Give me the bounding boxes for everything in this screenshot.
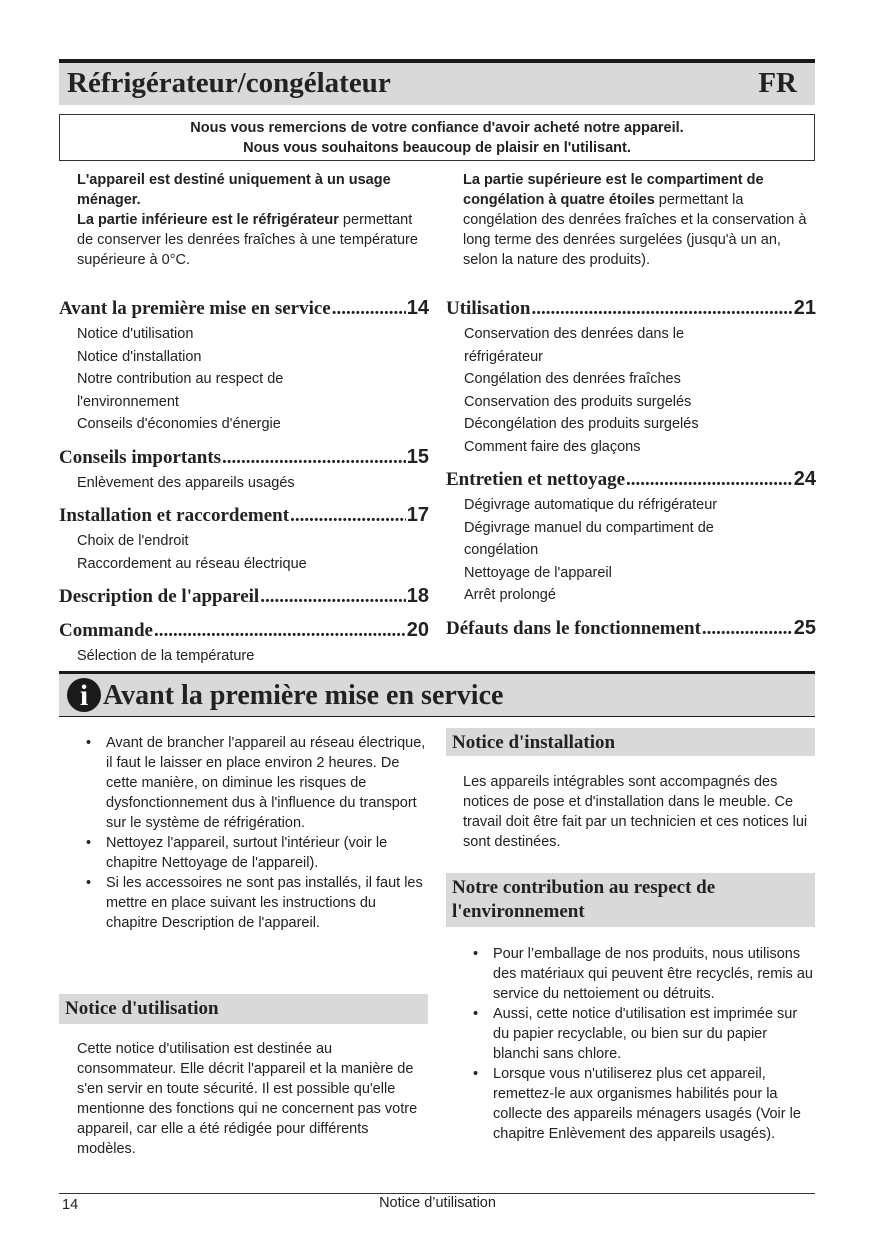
toc-left xyxy=(59,297,429,678)
toc-subitem: Arrêt prolongé xyxy=(464,587,556,603)
intro-left-bold-2: La partie inférieure est le réfrigérateur xyxy=(77,212,339,228)
toc-entry[interactable] xyxy=(59,446,429,472)
toc-subitem: l'environnement xyxy=(77,393,179,410)
environnement-heading: Notre contribution au respect de l'environnement xyxy=(446,873,815,927)
toc-entry-title: Description de l'appareil xyxy=(59,586,260,607)
toc-subitems xyxy=(446,323,816,458)
toc-entry-page: 18 xyxy=(406,585,429,607)
language-code: FR xyxy=(758,67,797,99)
intro-right xyxy=(463,170,808,270)
toc-entry-page: 21 xyxy=(793,297,816,319)
intro-left-text: permettant de conserver les denrées fraîches à une température supérieure à 0°C. xyxy=(77,212,418,268)
toc-subitem: Enlèvement des appareils usagés xyxy=(77,474,295,491)
toc-entry-page: 14 xyxy=(406,297,429,319)
toc-entry-title: Défauts dans le fonctionnement xyxy=(446,617,701,639)
toc-entry[interactable] xyxy=(59,297,429,323)
toc-subitem: Choix de l'endroit xyxy=(77,533,189,549)
toc-entry-page: 20 xyxy=(406,619,429,641)
toc-entry-title: Installation et raccordement xyxy=(59,505,290,526)
toc-entry-page: 15 xyxy=(406,445,429,468)
toc-entry[interactable] xyxy=(59,585,429,611)
toc-subitem: Conservation des denrées dans le xyxy=(464,326,685,342)
page-number: 14 xyxy=(62,1197,79,1213)
toc-entry-title: Avant la première mise en service xyxy=(59,298,331,319)
toc-subitem: Nettoyage de l'appareil xyxy=(464,564,612,581)
intro-right-text: permettant la congélation des denrées fraîches et la conservation à long terme des denrées surgelées (jusqu'à un an, selon la nature des produits). xyxy=(463,192,807,268)
toc-subitem: Dégivrage automatique du réfrigérateur xyxy=(464,497,718,513)
bullet-item: • Aussi, cette notice d'utilisation est imprimée sur du papier recyclable, ou bien sur du papier blanchi sans chlore. xyxy=(467,1004,817,1064)
bullet-item: • Si les accessoires ne sont pas installés, il faut les mettre en place suivant les instructions du chapitre Description de l'appareil. xyxy=(80,873,430,933)
bullet-item: • Nettoyez l'appareil, surtout l'intérieur (voir le chapitre Nettoyage de l'appareil). xyxy=(80,833,430,873)
toc-entry-title: Utilisation xyxy=(446,298,531,319)
toc-subitems xyxy=(59,323,429,436)
section-title: Avant la première mise en service xyxy=(103,680,504,711)
toc-entry[interactable] xyxy=(59,619,429,645)
toc-subitems xyxy=(446,494,816,607)
toc-subitem: Décongélation des produits surgelés xyxy=(464,416,699,432)
page-title: Réfrigérateur/congélateur xyxy=(67,67,391,99)
thanks-line-2: Nous vous souhaitons beaucoup de plaisir en l'utilisant. xyxy=(243,140,631,156)
toc-subitem: réfrigérateur xyxy=(464,348,543,365)
toc-entry-page: 17 xyxy=(406,504,429,526)
notice-utilisation-heading: Notice d'utilisation xyxy=(59,994,428,1024)
toc-subitem: Raccordement au réseau électrique xyxy=(77,555,307,572)
section-header-bar xyxy=(59,671,815,717)
thanks-line-1: Nous vous remercions de votre confiance d'avoir acheté notre appareil. xyxy=(190,120,684,136)
toc-subitems xyxy=(59,530,429,575)
toc-entry-title: Commande xyxy=(59,620,153,641)
toc-subitem: congélation xyxy=(464,542,539,558)
toc-entry[interactable] xyxy=(446,468,816,494)
toc-entry[interactable] xyxy=(446,617,816,643)
toc-subitem: Notice d'installation xyxy=(77,348,202,365)
bullet-item: • Avant de brancher l'appareil au réseau électrique, il faut le laisser en place environ 2 heures. De cette manière, on diminue les risques de dysfonctionnement dus à l'influence du transport sur le système de réfrigération. xyxy=(80,733,430,833)
toc-subitem: Congélation des denrées fraîches xyxy=(464,371,681,387)
toc-entry[interactable] xyxy=(446,297,816,323)
toc-subitem: Conseils d'économies d'énergie xyxy=(77,416,281,432)
bullet-item: • Pour l’emballage de nos produits, nous utilisons des matériaux qui peuvent être recyclés, remis au service du nettoiement ou détruits. xyxy=(467,944,817,1004)
toc-subitem: Comment faire des glaçons xyxy=(464,438,641,455)
toc-subitem: Sélection de la température xyxy=(77,648,255,664)
intro-left-bold-1: L'appareil est destiné uniquement à un usage ménager. xyxy=(77,172,391,208)
header-bar xyxy=(59,59,815,105)
notice-installation-text: Les appareils intégrables sont accompagnés des notices de pose et d'installation dans le meuble. Ce travail doit être fait par un technicien et ces notices lui sont destinées. xyxy=(463,774,808,850)
intro-left xyxy=(77,170,432,270)
bullet-item: • Lorsque vous n'utiliserez plus cet appareil, remettez-le aux organismes habilités pour la collecte des appareils ménagers usagés (Voir le chapitre Enlèvement des appareils usagés). xyxy=(467,1064,817,1144)
toc-subitem: Notice d'utilisation xyxy=(77,326,194,342)
toc-subitem: Dégivrage manuel du compartiment de xyxy=(464,519,714,536)
toc-subitem: Notre contribution au respect de xyxy=(77,371,284,387)
toc-right xyxy=(446,297,816,643)
toc-entry[interactable] xyxy=(59,504,429,530)
toc-subitems xyxy=(59,472,429,495)
toc-subitems xyxy=(59,645,429,668)
thanks-box xyxy=(59,114,815,161)
notice-utilisation-text: Cette notice d'utilisation est destinée au consommateur. Elle décrit l'appareil et la manière de s'en servir en toute sécurité. Il est possible qu'elle mentionne des fonctions qui ne concernent pas votre appareil, car elle a été rédigée pour différents modèles. xyxy=(77,1041,418,1157)
notice-installation-heading: Notice d'installation xyxy=(446,728,815,756)
toc-entry-title: Conseils importants xyxy=(59,446,222,468)
info-icon: i xyxy=(67,678,101,712)
footer-divider xyxy=(59,1193,815,1194)
footer-title: Notice d’utilisation xyxy=(379,1195,496,1211)
toc-entry-page: 24 xyxy=(793,468,816,490)
toc-entry-title: Entretien et nettoyage xyxy=(446,469,626,490)
section-bullets xyxy=(80,733,430,933)
environnement-bullets xyxy=(467,944,817,1144)
intro-right-bold: La partie supérieure est le compartiment de congélation à quatre étoiles xyxy=(463,172,764,208)
toc-entry-page: 25 xyxy=(793,616,816,639)
toc-subitem: Conservation des produits surgelés xyxy=(464,393,692,410)
